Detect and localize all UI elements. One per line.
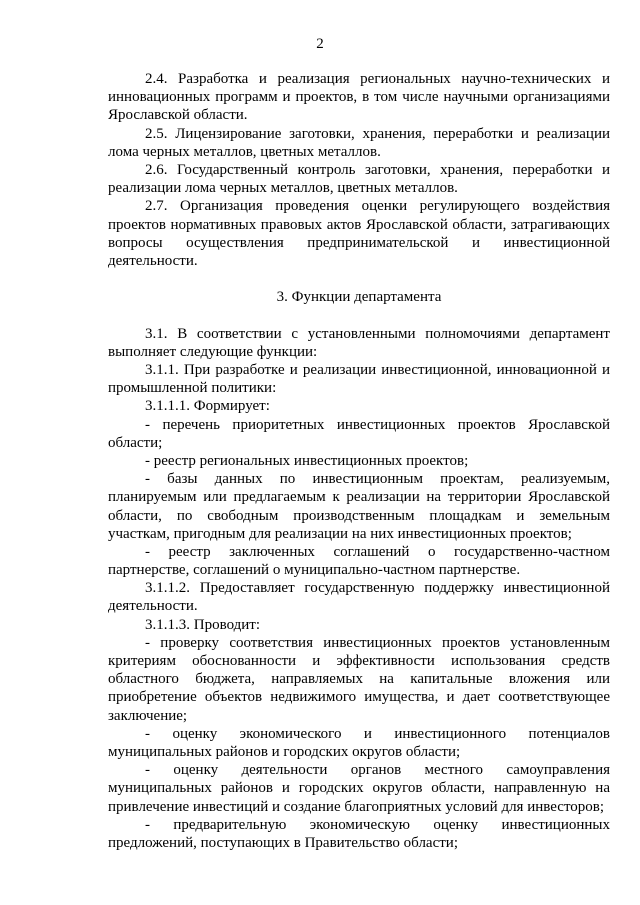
paragraph-line: промышленной политики: — [108, 380, 277, 397]
paragraph-line: Ярославской области. — [108, 107, 248, 124]
list-item — [108, 470, 610, 543]
paragraph-line: - перечень приоритетных инвестиционных проектов Ярославской — [145, 416, 610, 433]
paragraph-3-1 — [108, 325, 610, 361]
paragraph-line: муниципальных районов и городских округов области; — [108, 743, 461, 760]
list-item — [108, 761, 610, 816]
paragraph-line: вопросы осуществления предпринимательской и инвестиционной — [108, 234, 610, 251]
paragraph-line: выполняет следующие функции: — [108, 343, 318, 360]
paragraph-line: планируемым или предлагаемым к реализации на территории Ярославской — [108, 489, 610, 506]
paragraph-line: 3.1.1. При разработке и реализации инвестиционной, инновационной и — [145, 362, 610, 378]
paragraph-line: деятельности. — [108, 598, 198, 615]
paragraph-2-6 — [108, 161, 610, 197]
list-item — [108, 416, 610, 452]
list-item — [108, 634, 610, 725]
paragraph-line: - предварительную экономическую оценку инвестиционных — [145, 816, 610, 833]
paragraph-line: критериям обоснованности и эффективности использования средств — [108, 653, 610, 669]
paragraph-line: 3.1.1.3. Проводит: — [145, 616, 261, 633]
paragraph-3-1-1-1 — [108, 397, 610, 415]
page-number: 2 — [316, 36, 324, 52]
paragraph-line: 2.4. Разработка и реализация региональных научно-технических и — [145, 71, 610, 87]
paragraph-line: заключение; — [108, 707, 188, 724]
paragraph-line: проектов нормативных правовых актов Ярославской области, затрагивающих — [108, 216, 610, 233]
paragraph-line: - реестр заключенных соглашений о государственно-частном — [145, 543, 610, 560]
paragraph-line: - базы данных по инвестиционным проектам, реализуемым, — [145, 471, 610, 488]
paragraph-line: деятельности. — [108, 252, 198, 269]
document-body — [108, 70, 610, 852]
paragraph-line: участкам, пригодным для реализации на них инвестиционных проектов; — [108, 525, 572, 542]
list-item — [108, 452, 610, 470]
paragraph-line: инновационных программ и проектов, в том числе научными организациями — [108, 89, 610, 106]
paragraph-line: области, по свободным производственным площадкам и земельным — [108, 507, 610, 524]
paragraph-2-7 — [108, 197, 610, 270]
section-heading: 3. Функции департамента — [276, 289, 442, 306]
list-item — [108, 816, 610, 852]
paragraph-line: 2.5. Лицензирование заготовки, хранения, переработки и реализации — [145, 125, 610, 142]
paragraph-line: - проверку соответствия инвестиционных проектов установленным — [145, 634, 610, 651]
spacer — [108, 306, 610, 324]
paragraph-line: - оценку экономического и инвестиционного потенциалов — [145, 725, 610, 742]
paragraph-line: приобретение объектов недвижимого имущества, и дает соответствующее — [108, 689, 610, 706]
paragraph-3-1-1-3 — [108, 616, 610, 634]
spacer — [108, 270, 610, 288]
paragraph-line: 3.1.1.2. Предоставляет государственную поддержку инвестиционной — [145, 580, 610, 597]
paragraph-2-4 — [108, 70, 610, 125]
paragraph-line: 3.1. В соответствии с установленными полномочиями департамент — [145, 325, 610, 342]
paragraph-line: предложений, поступающих в Правительство области; — [108, 834, 458, 851]
paragraph-line: 2.7. Организация проведения оценки регулирующего воздействия — [145, 198, 610, 215]
paragraph-line: области; — [108, 434, 163, 451]
list-item — [108, 543, 610, 579]
list-item — [108, 725, 610, 761]
paragraph-3-1-1-2 — [108, 579, 610, 615]
paragraph-line: - оценку деятельности органов местного самоуправления — [145, 762, 610, 779]
paragraph-line: - реестр региональных инвестиционных проектов; — [145, 452, 469, 469]
paragraph-line: областного бюджета, направляемых на капитальные вложения или — [108, 671, 610, 688]
paragraph-line: муниципальных районов и городских округов области, направленную на — [108, 780, 610, 797]
paragraph-2-5 — [108, 125, 610, 161]
paragraph-line: привлечение инвестиций и создание благоприятных условий для инвесторов; — [108, 798, 605, 815]
paragraph-3-1-1 — [108, 361, 610, 397]
paragraph-line: 3.1.1.1. Формирует: — [145, 398, 270, 415]
paragraph-line: лома черных металлов, цветных металлов. — [108, 143, 381, 160]
paragraph-line: партнерстве, соглашений о муниципально-частном партнерстве. — [108, 562, 521, 579]
paragraph-line: реализации лома черных металлов, цветных металлов. — [108, 180, 458, 197]
paragraph-line: 2.6. Государственный контроль заготовки, хранения, переработки и — [145, 161, 610, 178]
